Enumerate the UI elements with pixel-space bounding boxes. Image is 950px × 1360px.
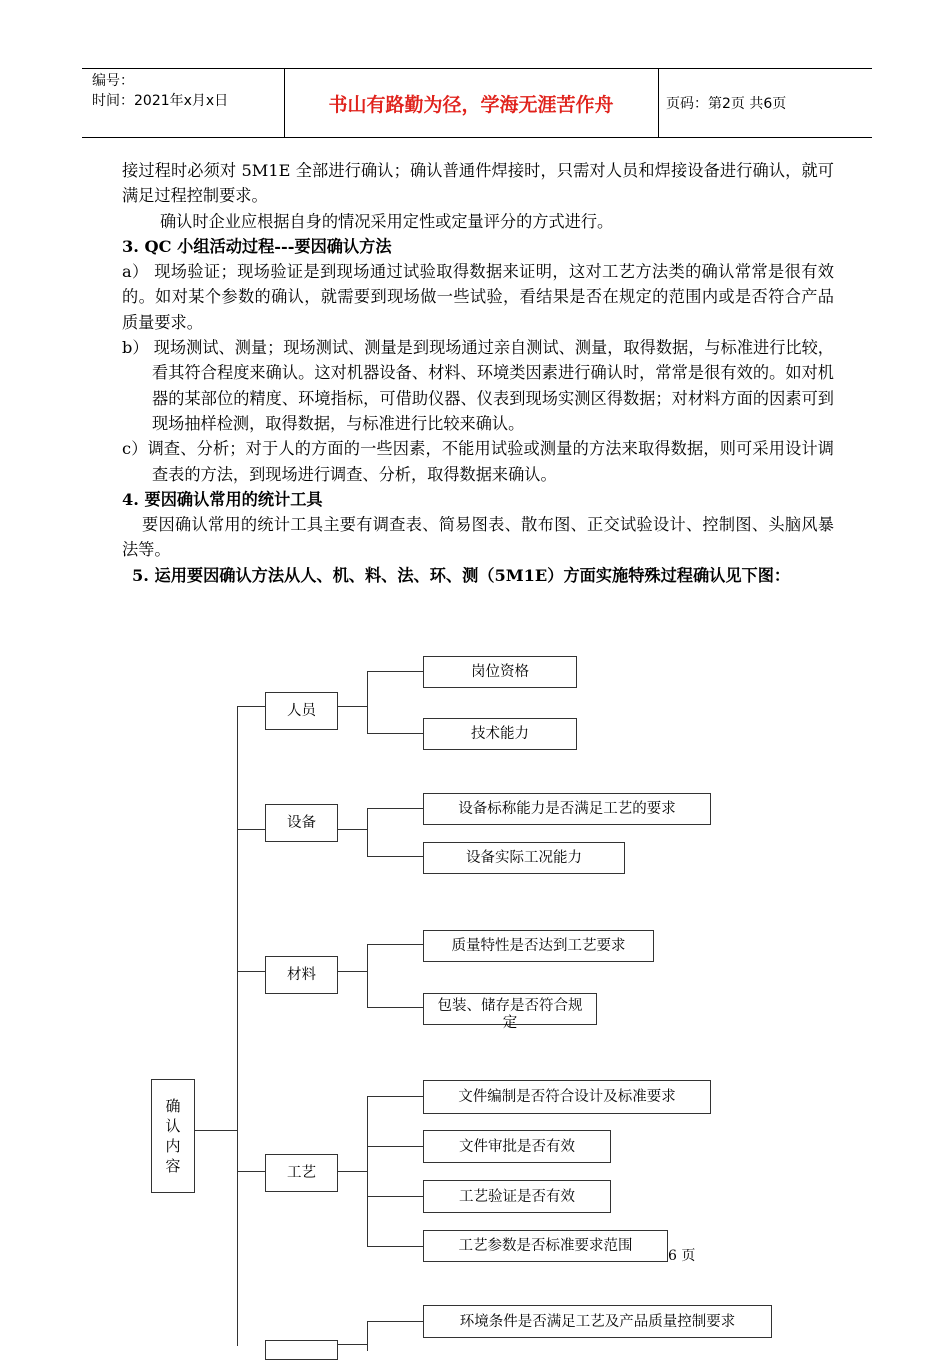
overlay-page-text: 6 页 — [668, 1248, 696, 1264]
connector-line — [367, 1007, 424, 1008]
group-box-personnel: 人员 — [265, 692, 338, 730]
group-box-process: 工艺 — [265, 1154, 338, 1192]
paragraph: 接过程时必须对 5M1E 全部进行确认；确认普通件焊接时，只需对人员和焊接设备进行确认，就可满足过程控制要求。 — [122, 161, 834, 206]
connector-line — [195, 1130, 237, 1131]
page-header — [82, 68, 872, 138]
connector-line — [367, 856, 424, 857]
connector-line — [338, 971, 367, 972]
connector-line — [237, 706, 265, 707]
item-box: 文件审批是否有效 — [423, 1130, 611, 1163]
item-box: 设备标称能力是否满足工艺的要求 — [423, 793, 711, 825]
connector-line — [367, 1096, 368, 1246]
item-box: 工艺验证是否有效 — [423, 1180, 611, 1213]
paragraph: 确认时企业应根据自身的情况采用定性或定量评分的方式进行。 — [160, 211, 614, 231]
paragraph: 要因确认常用的统计工具主要有调查表、简易图表、散布图、正交试验设计、控制图、头脑风暴法等。 — [122, 515, 834, 560]
document-body — [122, 158, 834, 588]
item-box: 工艺参数是否标准要求范围 — [423, 1230, 668, 1262]
list-item: a） 现场验证；现场验证是到现场通过试验取得数据来证明，这对工艺方法类的确认常常是很有效的。如对某个参数的确认，就需要到现场做一些试验，看结果是否在规定的范围内或是否符合产品质量要求。 — [122, 262, 834, 332]
item-box: 质量特性是否达到工艺要求 — [423, 930, 654, 962]
connector-line — [367, 944, 424, 945]
group-box-equipment: 设备 — [265, 804, 338, 842]
trunk-line — [237, 706, 238, 1346]
section-heading: 3. QC 小组活动过程---要因确认方法 — [122, 236, 392, 256]
tree-root-box — [151, 1079, 195, 1193]
connector-line — [367, 1096, 424, 1097]
connector-line — [367, 1321, 424, 1322]
connector-line — [367, 1196, 424, 1197]
connector-line — [338, 829, 367, 830]
connector-line — [367, 1246, 424, 1247]
list-item: b） 现场测试、测量；现场测试、测量是到现场通过亲自测试、测量，取得数据，与标准进行比较，看其符合程度来确认。这对机器设备、材料、环境类因素进行确认时，常常是很有效的。如对机器的某部位的精度、环境指标，可借助仪器、仪表到现场实测区得数据；对材料方面的因素可到现场抽样检测，取得数据，与标准进行比较来确认。 — [122, 338, 834, 433]
connector-line — [367, 671, 368, 734]
item-box: 环境条件是否满足工艺及产品质量控制要求 — [423, 1305, 772, 1338]
header-divider — [658, 69, 659, 137]
connector-line — [237, 1171, 265, 1172]
connector-line — [367, 808, 424, 809]
item-box: 设备实际工况能力 — [423, 842, 625, 874]
list-item: c）调查、分析；对于人的方面的一些因素，不能用试验或测量的方法来取得数据，则可采用设计调查表的方法，到现场进行调查、分析，取得数据来确认。 — [122, 439, 834, 484]
connector-line — [367, 1321, 368, 1351]
item-box: 文件编制是否符合设计及标准要求 — [423, 1080, 711, 1114]
connector-line — [367, 671, 424, 672]
item-box: 包装、储存是否符合规定 — [423, 993, 597, 1025]
connector-line — [338, 1171, 367, 1172]
header-meta — [92, 71, 228, 111]
connector-line — [367, 1146, 424, 1147]
section-heading: 5. 运用要因确认方法从人、机、料、法、环、测（5M1E）方面实施特殊过程确认见下图： — [132, 565, 791, 585]
connector-line — [367, 733, 424, 734]
connector-line — [338, 706, 367, 707]
group-box-environment — [265, 1340, 338, 1360]
connector-line — [367, 808, 368, 856]
group-box-material: 材料 — [265, 956, 338, 994]
connector-line — [237, 829, 265, 830]
document-number-label: 编号： — [92, 73, 134, 89]
section-heading: 4. 要因确认常用的统计工具 — [122, 489, 323, 509]
header-motto: 书山有路勤为径，学海无涯苦作舟 — [328, 93, 614, 116]
item-box: 岗位资格 — [423, 656, 577, 688]
connector-line — [237, 971, 265, 972]
connector-line — [338, 1344, 367, 1345]
document-time: 时间：2021年x月x日 — [92, 93, 229, 109]
connector-line — [367, 944, 368, 1008]
tree-root-label: 确认内容 — [165, 1097, 181, 1175]
page-info: 页码：第2页 共6页 — [666, 96, 787, 112]
item-box: 技术能力 — [423, 718, 577, 750]
